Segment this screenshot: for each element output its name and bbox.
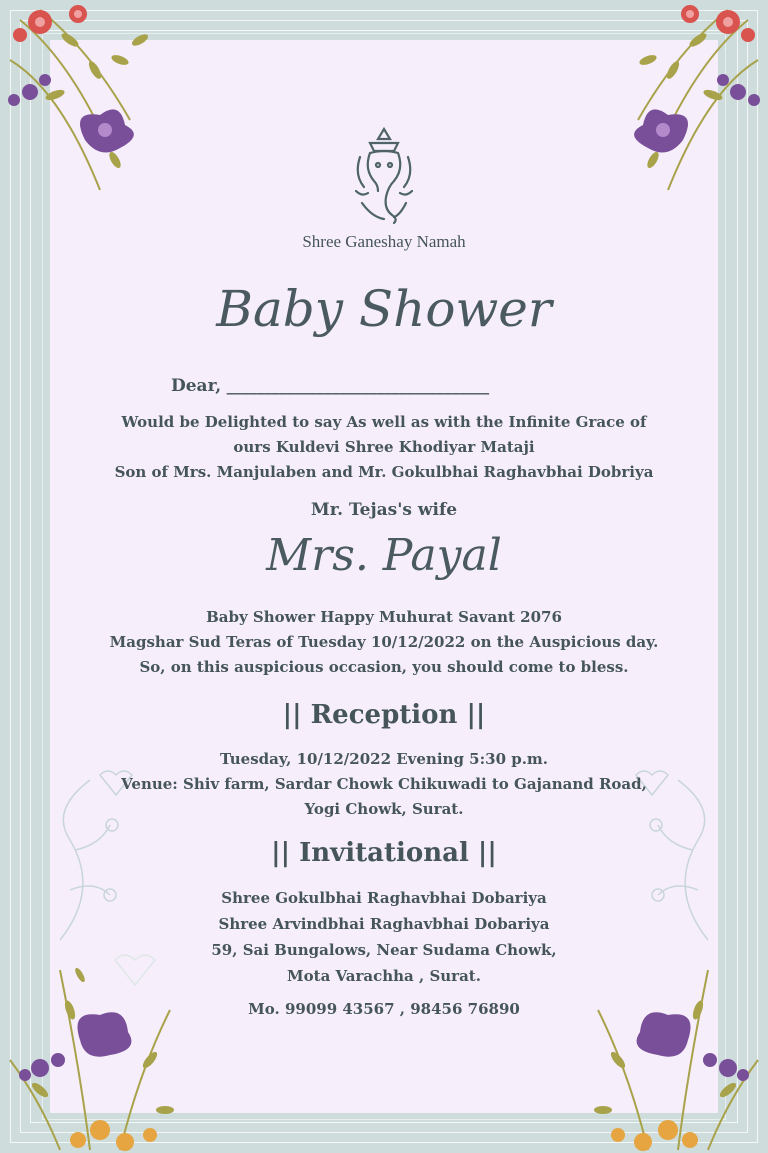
muhurat-line-3: So, on this auspicious occasion, you should come to bless. xyxy=(139,658,629,676)
reception-line-3: Yogi Chowk, Surat. xyxy=(304,800,464,818)
invitational-line-4: Mota Varachha , Surat. xyxy=(287,967,481,985)
honoree-relation: Mr. Tejas's wife xyxy=(310,500,458,520)
contact-numbers: Mo. 99099 43567 , 98456 76890 xyxy=(248,1000,520,1018)
honoree-name: Mrs. Payal xyxy=(266,530,502,581)
event-title: Baby Shower xyxy=(216,280,552,338)
intro-line-1: Would be Delighted to say As well as with the Infinite Grace of xyxy=(121,413,647,431)
invitational-line-2: Shree Arvindbhai Raghavbhai Dobariya xyxy=(218,915,550,933)
invitational-heading: || Invitational || xyxy=(271,838,497,868)
dear-label: Dear, xyxy=(171,376,222,396)
blessing-text: Shree Ganeshay Namah xyxy=(302,232,466,251)
reception-heading: || Reception || xyxy=(282,700,486,730)
floral-corner-top-left-icon xyxy=(0,0,200,210)
floral-corner-top-right-icon xyxy=(568,0,768,210)
dear-blank: ___________________________________ xyxy=(226,377,490,395)
invitational-line-1: Shree Gokulbhai Raghavbhai Dobariya xyxy=(221,889,547,907)
reception-line-1: Tuesday, 10/12/2022 Evening 5:30 p.m. xyxy=(219,750,549,768)
dear-line xyxy=(171,376,601,396)
muhurat-line-1: Baby Shower Happy Muhurat Savant 2076 xyxy=(206,608,562,626)
intro-line-2: ours Kuldevi Shree Khodiyar Mataji xyxy=(233,438,535,456)
intro-line-3: Son of Mrs. Manjulaben and Mr. Gokulbhai Raghavbhai Dobriya xyxy=(114,463,654,481)
invitational-line-3: 59, Sai Bungalows, Near Sudama Chowk, xyxy=(211,941,557,959)
ganesha-icon xyxy=(348,125,420,225)
reception-line-2: Venue: Shiv farm, Sardar Chowk Chikuwadi to Gajanand Road, xyxy=(121,775,647,793)
muhurat-line-2: Magshar Sud Teras of Tuesday 10/12/2022 on the Auspicious day. xyxy=(109,633,659,651)
